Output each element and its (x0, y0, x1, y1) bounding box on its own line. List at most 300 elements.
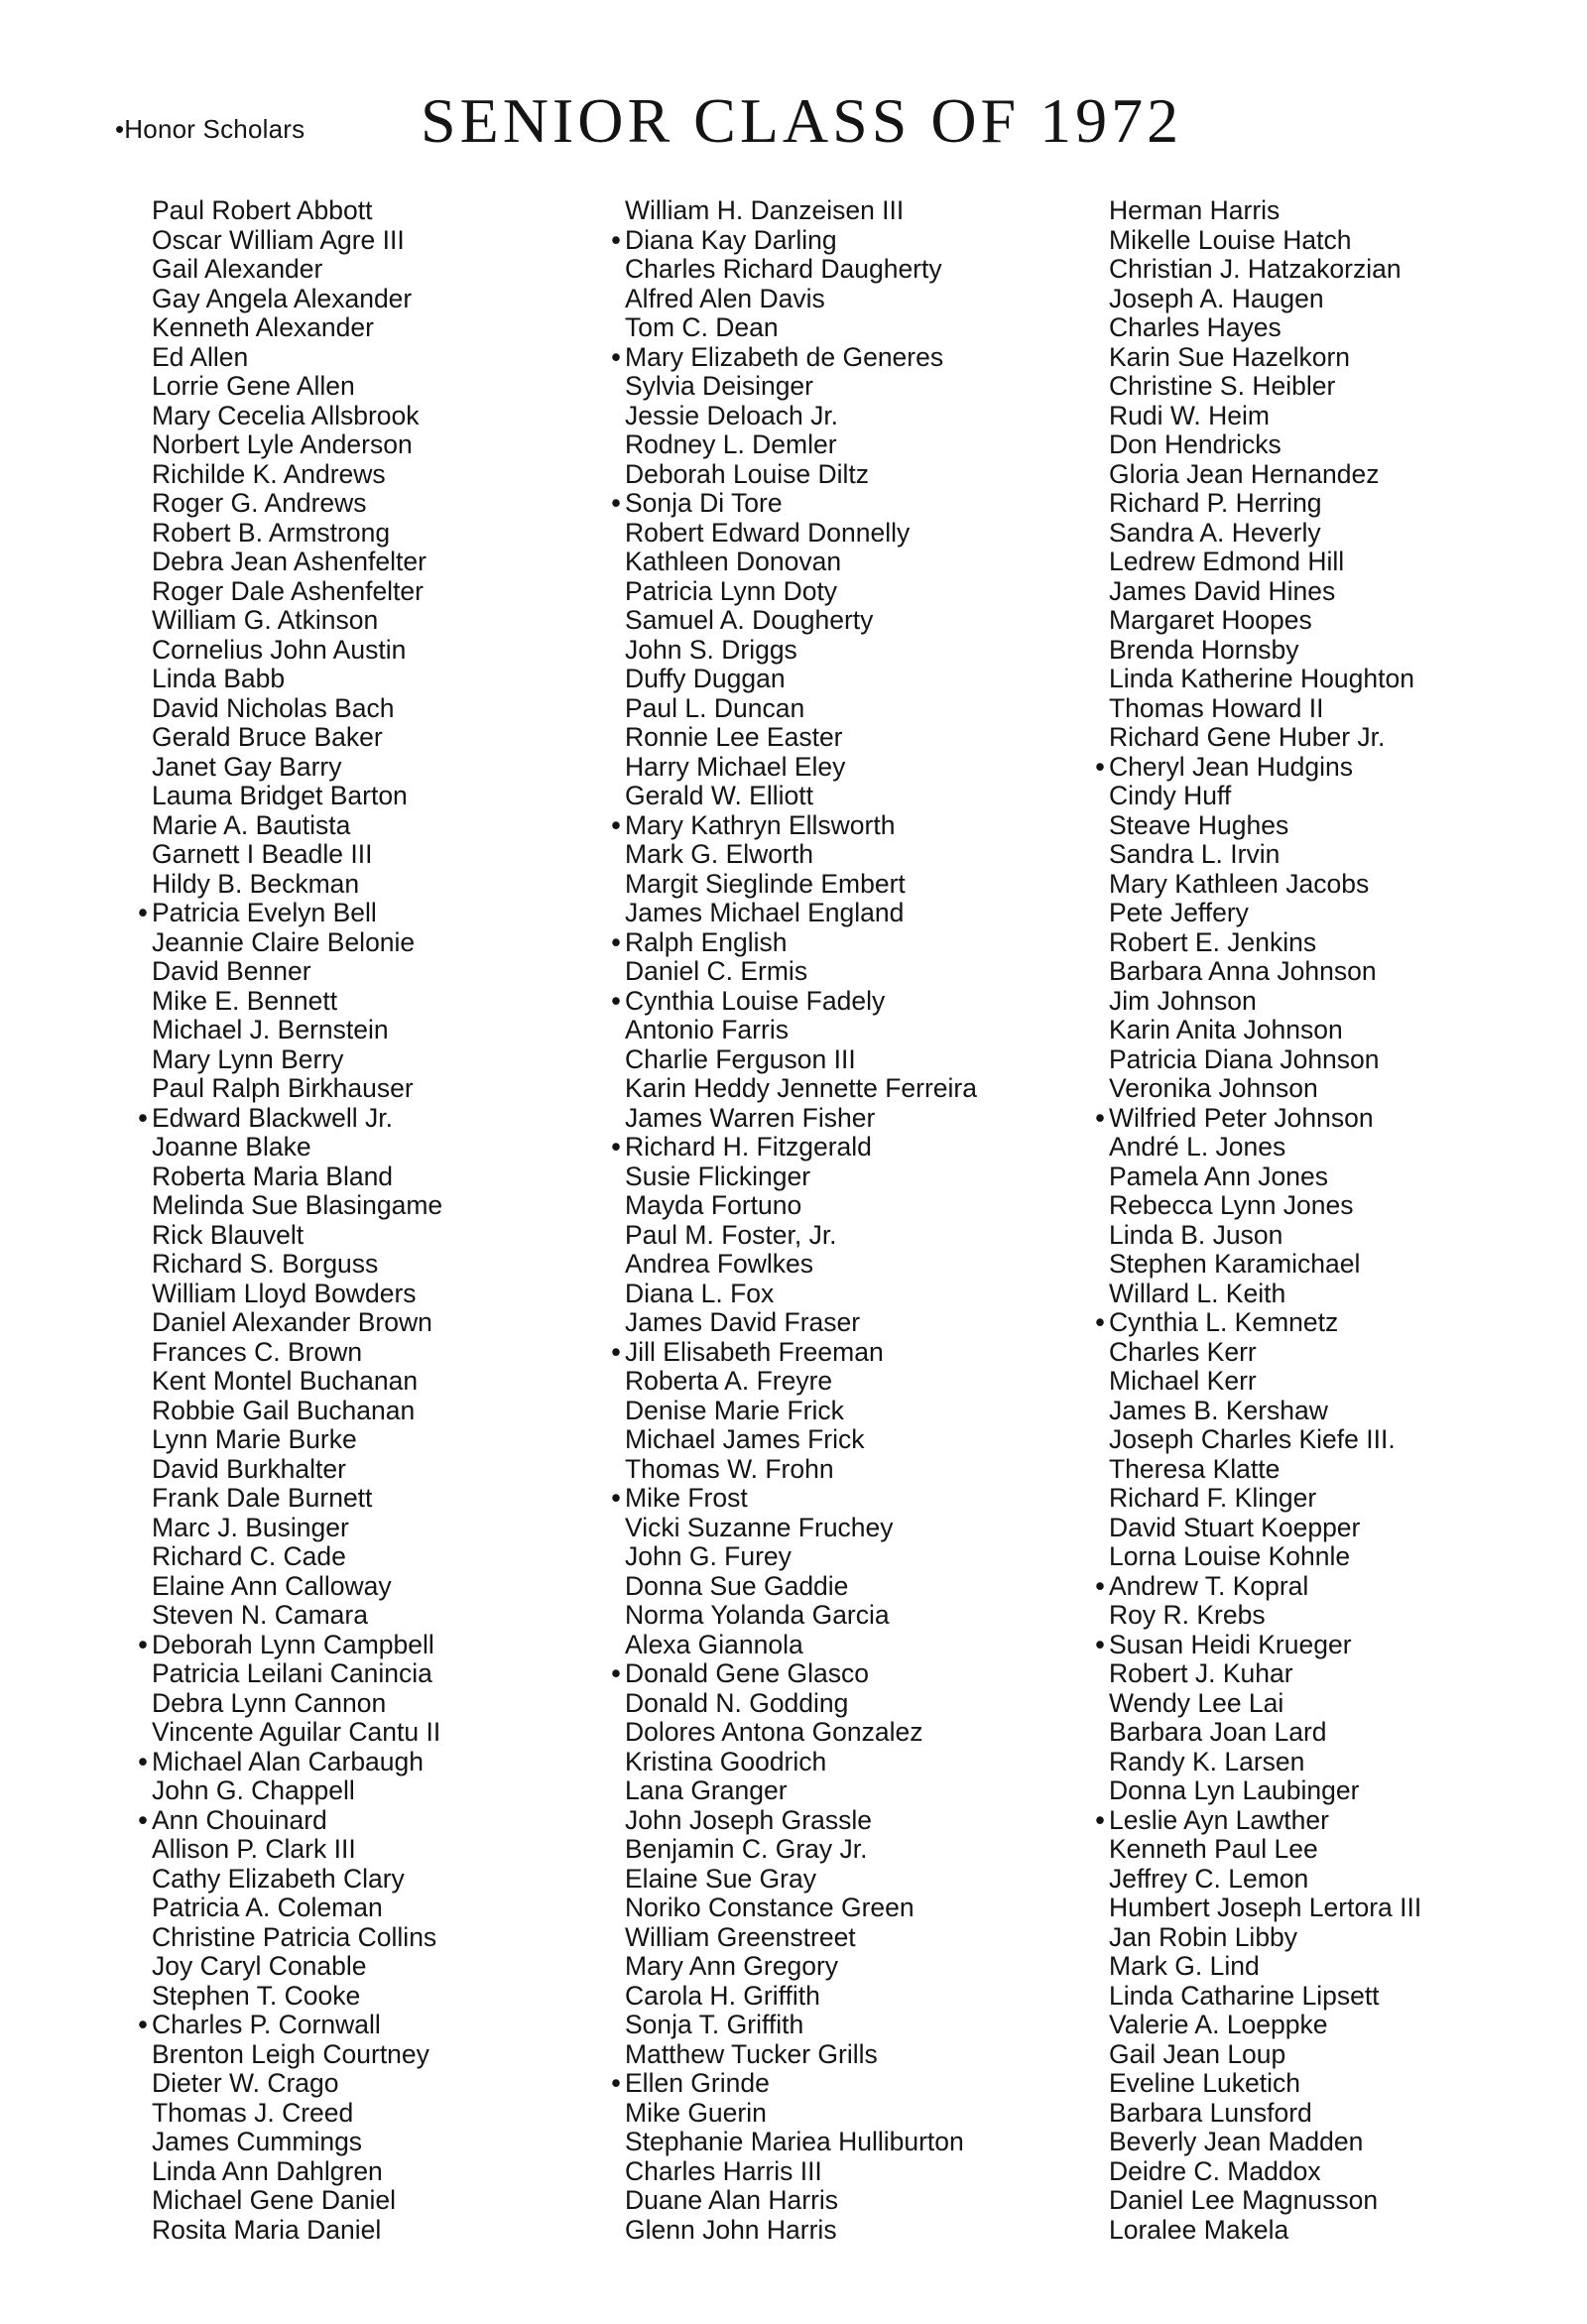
senior-name (1109, 1514, 1421, 1543)
senior-name-text: Gay Angela Alexander (152, 283, 413, 313)
senior-name (1109, 548, 1421, 577)
senior-name (1109, 1748, 1421, 1777)
senior-name-text: Veronika Johnson (1109, 1073, 1318, 1103)
senior-name (1109, 2040, 1421, 2070)
senior-name (152, 2128, 442, 2157)
senior-name (1109, 343, 1421, 373)
senior-name (625, 1718, 977, 1748)
senior-name-text: Margit Sieglinde Embert (625, 868, 906, 899)
senior-name (152, 928, 442, 958)
senior-name-text: Cynthia Louise Fadely (625, 985, 886, 1016)
senior-name (152, 402, 442, 431)
senior-name-text: Stephanie Mariea Hulliburton (625, 2127, 964, 2156)
senior-name-text: Joanne Blake (152, 1132, 311, 1162)
senior-name-text: Mark G. Lind (1109, 1951, 1260, 1981)
honor-scholar-marker: • (611, 809, 621, 840)
senior-name (152, 430, 442, 460)
senior-name (625, 1542, 977, 1572)
senior-name (625, 1397, 977, 1426)
senior-name (1109, 1280, 1421, 1309)
senior-name-text: Donna Sue Gaddie (625, 1570, 849, 1601)
senior-name (1109, 723, 1421, 753)
senior-name-text: Patricia Diana Johnson (1109, 1043, 1380, 1074)
senior-name-text: Frank Dale Burnett (152, 1483, 373, 1513)
senior-name (1109, 1542, 1421, 1572)
senior-name (152, 1338, 442, 1368)
senior-name-text: Herman Harris (1109, 195, 1281, 225)
senior-name-text: Robert Edward Donnelly (625, 517, 911, 548)
senior-name (1109, 1425, 1421, 1455)
senior-name (152, 1982, 442, 2012)
senior-name (625, 1689, 977, 1719)
senior-name-text: Christine S. Heibler (1109, 371, 1336, 401)
senior-name (625, 1894, 977, 1923)
senior-name (611, 341, 977, 373)
senior-name (625, 636, 977, 666)
senior-name-text: Cornelius John Austin (152, 634, 407, 665)
senior-name-text: Mikelle Louise Hatch (1109, 224, 1352, 255)
honor-scholar-marker: • (138, 1102, 148, 1133)
senior-name-text: Rodney L. Demler (625, 429, 837, 459)
senior-name-text: Mary Kathleen Jacobs (1109, 868, 1370, 899)
senior-name (1109, 811, 1421, 841)
senior-name-text: William Greenstreet (625, 1921, 856, 1952)
senior-name (625, 870, 977, 900)
senior-name-text: Robert J. Kuhar (1109, 1658, 1293, 1688)
senior-name (625, 2186, 977, 2216)
senior-name (152, 723, 442, 753)
senior-name-text: Barbara Joan Lard (1109, 1717, 1327, 1747)
senior-name (1109, 1835, 1421, 1865)
senior-name (625, 899, 977, 928)
senior-name-text: Jim Johnson (1109, 985, 1257, 1016)
senior-name (152, 1367, 442, 1397)
senior-name (152, 1572, 442, 1602)
senior-name-text: Jessie Deloach Jr. (625, 400, 839, 430)
senior-name (138, 2010, 442, 2040)
senior-name-text: Charles Hayes (1109, 312, 1282, 342)
honor-scholar-marker: • (1095, 1102, 1105, 1133)
senior-name (152, 1484, 442, 1514)
senior-name (625, 665, 977, 694)
senior-name (1095, 1102, 1421, 1134)
senior-name (625, 1601, 977, 1631)
senior-name (152, 343, 442, 373)
senior-name-text: James Michael England (625, 898, 905, 927)
senior-name-text: Kenneth Paul Lee (1109, 1834, 1318, 1864)
senior-name-text: Mary Elizabeth de Generes (625, 341, 944, 372)
senior-name-text: Duane Alan Harris (625, 2185, 839, 2215)
honor-scholar-marker: • (1095, 751, 1105, 782)
senior-name-text: Harry Michael Eley (625, 751, 846, 782)
senior-name (1109, 1865, 1421, 1895)
senior-name-text: Sonja T. Griffith (625, 2010, 804, 2039)
senior-name-text: Michael Alan Carbaugh (152, 1746, 425, 1776)
senior-name (1109, 313, 1421, 343)
senior-name (625, 957, 977, 987)
senior-name-text: Richard Gene Huber Jr. (1109, 722, 1386, 752)
senior-name-text: Cathy Elizabeth Clary (152, 1863, 405, 1894)
senior-name (1095, 1307, 1421, 1338)
senior-name (152, 1659, 442, 1689)
senior-name-text: Charles Kerr (1109, 1336, 1257, 1367)
senior-name-text: Thomas J. Creed (152, 2097, 354, 2128)
senior-name-text: Ralph English (625, 926, 788, 957)
senior-name (152, 987, 442, 1017)
senior-name (1109, 2128, 1421, 2157)
name-column-3 (1095, 195, 1422, 2245)
senior-name (152, 2069, 442, 2099)
senior-name-text: Kenneth Alexander (152, 312, 374, 342)
senior-name-text: Paul M. Foster, Jr. (625, 1219, 837, 1250)
senior-name-text: Humbert Joseph Lertora III (1109, 1893, 1422, 1922)
senior-name (1109, 1718, 1421, 1748)
senior-name-text: Leslie Ayn Lawther (1109, 1804, 1329, 1835)
senior-name (611, 985, 977, 1017)
senior-name (625, 2128, 977, 2157)
senior-name-text: Willard L. Keith (1109, 1278, 1286, 1308)
senior-name (625, 2099, 977, 2129)
senior-name-text: Paul Robert Abbott (152, 195, 373, 225)
senior-name-text: Michael James Frick (625, 1424, 865, 1454)
senior-name (625, 782, 977, 811)
senior-name (1109, 1484, 1421, 1514)
senior-name (625, 577, 977, 607)
senior-name (1109, 636, 1421, 666)
senior-name (152, 665, 442, 694)
senior-name (1109, 1601, 1421, 1631)
senior-name (625, 1572, 977, 1602)
senior-name-text: Eveline Luketich (1109, 2068, 1300, 2098)
senior-name (625, 1806, 977, 1836)
senior-name-text: Edward Blackwell Jr. (152, 1102, 394, 1133)
senior-name (1109, 1776, 1421, 1806)
senior-name (625, 1045, 977, 1075)
senior-name-text: Mary Kathryn Ellsworth (625, 809, 896, 840)
senior-name (625, 606, 977, 636)
senior-name (1109, 899, 1421, 928)
senior-name-text: Mike Guerin (625, 2097, 767, 2128)
senior-name-text: Charles Harris III (625, 2155, 822, 2186)
honor-scholar-marker: • (138, 1746, 148, 1776)
senior-name (611, 1132, 977, 1162)
senior-name-text: Dolores Antona Gonzalez (625, 1717, 923, 1747)
name-column-2 (611, 195, 977, 2245)
senior-name-text: Garnett I Beadle III (152, 839, 373, 869)
senior-name (625, 1367, 977, 1397)
senior-name (625, 1016, 977, 1045)
senior-name-text: Cindy Huff (1109, 781, 1232, 810)
senior-name (1109, 2157, 1421, 2187)
senior-name-text: Glenn John Harris (625, 2214, 837, 2245)
senior-name (152, 1776, 442, 1806)
senior-name-text: John Joseph Grassle (625, 1804, 872, 1835)
senior-name-text: Cheryl Jean Hudgins (1109, 751, 1353, 782)
senior-name-text: Susie Flickinger (625, 1161, 811, 1191)
senior-name-text: Robbie Gail Buchanan (152, 1395, 416, 1425)
senior-name (1109, 1338, 1421, 1368)
honor-scholar-marker: • (1095, 1307, 1105, 1337)
senior-name (1109, 1162, 1421, 1192)
senior-name (152, 226, 442, 256)
senior-name-text: Noriko Constance Green (625, 1893, 915, 1922)
senior-name-text: Andrew T. Kopral (1109, 1570, 1309, 1601)
senior-name-text: Linda Ann Dahlgren (152, 2155, 383, 2186)
senior-name (625, 2216, 977, 2246)
senior-name-text: James Cummings (152, 2127, 363, 2156)
senior-name-text: Elaine Sue Gray (625, 1863, 816, 1894)
senior-name-text: Matthew Tucker Grills (625, 2038, 878, 2069)
senior-name (138, 1102, 442, 1134)
senior-name (1109, 1221, 1421, 1251)
senior-name (1109, 1191, 1421, 1221)
honor-scholar-marker: • (611, 1132, 621, 1162)
senior-name-text: Deidre C. Maddox (1109, 2155, 1321, 2186)
senior-name-text: William Lloyd Bowders (152, 1278, 417, 1308)
senior-name-text: Charlie Ferguson III (625, 1043, 856, 1074)
senior-name-text: Beverly Jean Madden (1109, 2127, 1364, 2156)
senior-name-text: Patricia Leilani Canincia (152, 1658, 432, 1688)
senior-name-text: Lorrie Gene Allen (152, 371, 355, 401)
senior-name-text: Christine Patricia Collins (152, 1921, 437, 1952)
senior-name-text: William H. Danzeisen III (625, 195, 905, 225)
senior-name (1109, 1455, 1421, 1485)
senior-name-text: Gerald Bruce Baker (152, 722, 383, 752)
senior-name (152, 1865, 442, 1895)
senior-name (152, 782, 442, 811)
senior-name (138, 1804, 442, 1836)
honor-scholar-marker: • (138, 1629, 148, 1659)
senior-name (152, 1542, 442, 1572)
senior-name (625, 2011, 977, 2040)
senior-name-text: Lorna Louise Kohnle (1109, 1541, 1351, 1571)
senior-name-text: Richilde K. Andrews (152, 458, 386, 489)
senior-name (611, 926, 977, 958)
senior-name-text: Patricia Lynn Doty (625, 575, 838, 606)
honor-scholar-marker: • (611, 1336, 621, 1367)
senior-name (152, 1133, 442, 1162)
honor-scholar-marker: • (611, 224, 621, 255)
senior-name-text: Richard P. Herring (1109, 488, 1322, 518)
senior-name-text: Diana L. Fox (625, 1278, 775, 1308)
senior-name-text: Mary Cecelia Allsbrook (152, 400, 420, 430)
senior-name (625, 694, 977, 724)
senior-name (152, 1308, 442, 1338)
senior-name (152, 1074, 442, 1104)
senior-name-text: Hildy B. Beckman (152, 868, 360, 899)
senior-name-text: Mary Ann Gregory (625, 1951, 839, 1981)
senior-name (152, 548, 442, 577)
senior-name (1109, 1982, 1421, 2012)
senior-name (1109, 1367, 1421, 1397)
senior-name (1109, 957, 1421, 987)
senior-name (152, 489, 442, 519)
senior-name-text: Roberta Maria Bland (152, 1161, 394, 1191)
senior-name (152, 460, 442, 490)
senior-name-text: Wendy Lee Lai (1109, 1687, 1284, 1718)
senior-name-text: Brenda Hornsby (1109, 634, 1299, 665)
senior-name (625, 1982, 977, 2012)
senior-name-text: Steven N. Camara (152, 1600, 368, 1630)
senior-name-text: Susan Heidi Krueger (1109, 1629, 1352, 1659)
senior-name-text: Pamela Ann Jones (1109, 1161, 1328, 1191)
senior-name (1109, 577, 1421, 607)
senior-name-text: Daniel C. Ermis (625, 956, 808, 986)
senior-name (625, 2157, 977, 2187)
senior-name-text: Michael Kerr (1109, 1366, 1257, 1396)
senior-name (152, 1221, 442, 1251)
senior-name-text: Linda Katherine Houghton (1109, 664, 1414, 693)
honor-scholar-marker: • (1095, 1804, 1105, 1835)
senior-name (152, 1162, 442, 1192)
senior-name (1109, 285, 1421, 314)
senior-name (152, 255, 442, 285)
senior-name-text: Sonja Di Tore (625, 488, 783, 518)
senior-name-text: Rosita Maria Daniel (152, 2214, 382, 2245)
senior-name-text: Richard F. Klinger (1109, 1483, 1317, 1513)
senior-name (152, 1250, 442, 1280)
senior-name-text: Loralee Makela (1109, 2214, 1289, 2245)
senior-name (152, 1835, 442, 1865)
senior-name (138, 898, 442, 928)
senior-name (625, 460, 977, 490)
senior-name (625, 1308, 977, 1338)
senior-name (611, 1658, 977, 1689)
senior-name-text: Vincente Aguilar Cantu II (152, 1717, 441, 1747)
senior-name-text: Lynn Marie Burke (152, 1424, 357, 1454)
senior-name-text: Kathleen Donovan (625, 547, 842, 576)
senior-name-text: Benjamin C. Gray Jr. (625, 1834, 868, 1864)
senior-name (625, 372, 977, 402)
senior-name (1109, 1045, 1421, 1075)
senior-name-text: Sandra A. Heverly (1109, 517, 1321, 548)
senior-name-text: Diana Kay Darling (625, 224, 837, 255)
senior-name (1109, 489, 1421, 519)
senior-name-text: Steave Hughes (1109, 809, 1289, 840)
senior-name (152, 313, 442, 343)
honor-scholar-marker: • (138, 2010, 148, 2039)
senior-name (625, 1835, 977, 1865)
senior-name (152, 1923, 442, 1953)
senior-name-text: Ed Allen (152, 341, 249, 372)
senior-name-text: Karin Sue Hazelkorn (1109, 341, 1351, 372)
senior-name-text: Duffy Duggan (625, 664, 786, 693)
honor-scholar-marker: • (611, 2068, 621, 2098)
honor-scholar-marker: • (1095, 1629, 1105, 1659)
senior-name (1109, 2216, 1421, 2246)
senior-name (152, 372, 442, 402)
senior-name-text: Linda Catharine Lipsett (1109, 1980, 1380, 2011)
senior-name-text: Jeffrey C. Lemon (1109, 1863, 1309, 1894)
senior-name (625, 1952, 977, 1982)
senior-name (1109, 606, 1421, 636)
honor-scholar-marker: • (611, 341, 621, 372)
senior-name-text: Mike Frost (625, 1483, 748, 1513)
senior-name (1109, 372, 1421, 402)
senior-name (625, 1865, 977, 1895)
senior-name (152, 1397, 442, 1426)
senior-name-text: Debra Lynn Cannon (152, 1687, 387, 1718)
senior-name-text: Valerie A. Loeppke (1109, 2010, 1328, 2039)
senior-name-text: Lauma Bridget Barton (152, 781, 408, 810)
senior-name-text: Rudi W. Heim (1109, 400, 1270, 430)
senior-name (152, 1689, 442, 1719)
senior-name (152, 1718, 442, 1748)
senior-name-text: Patricia Evelyn Bell (152, 898, 377, 927)
senior-name (1109, 928, 1421, 958)
senior-name-text: Michael Gene Daniel (152, 2185, 396, 2215)
senior-name-text: Linda B. Juson (1109, 1219, 1283, 1250)
senior-name (152, 1455, 442, 1485)
senior-name (625, 1748, 977, 1777)
senior-name-text: Mark G. Elworth (625, 839, 813, 869)
senior-name (1109, 402, 1421, 431)
senior-name-text: Margaret Hoopes (1109, 605, 1312, 635)
senior-name-text: Donna Lyn Laubinger (1109, 1775, 1360, 1805)
honor-scholar-marker: • (138, 1804, 148, 1835)
senior-name-text: Sylvia Deisinger (625, 371, 813, 401)
senior-name-text: James B. Kershaw (1109, 1395, 1328, 1425)
senior-name-text: Deborah Louise Diltz (625, 458, 869, 489)
senior-name-text: Richard H. Fitzgerald (625, 1132, 872, 1162)
senior-name (152, 1280, 442, 1309)
senior-name (625, 1514, 977, 1543)
senior-name-text: Frances C. Brown (152, 1336, 363, 1367)
senior-name-text: Daniel Lee Magnusson (1109, 2185, 1379, 2215)
senior-name (152, 1601, 442, 1631)
honor-scholar-marker: • (1095, 1570, 1105, 1601)
senior-name (1109, 1894, 1421, 1923)
honor-scholar-marker: • (611, 985, 621, 1016)
senior-name-text: Tom C. Dean (625, 312, 779, 342)
senior-name (625, 255, 977, 285)
senior-name (1109, 1074, 1421, 1104)
senior-name (152, 519, 442, 549)
senior-name (152, 1952, 442, 1982)
senior-name-text: David Burkhalter (152, 1453, 346, 1484)
senior-name-text: Don Hendricks (1109, 429, 1282, 459)
senior-name (625, 402, 977, 431)
senior-name (1109, 519, 1421, 549)
senior-name (625, 1162, 977, 1192)
senior-name (152, 606, 442, 636)
senior-name-text: Gail Alexander (152, 254, 323, 284)
senior-name (1109, 196, 1421, 226)
senior-name-text: David Stuart Koepper (1109, 1512, 1361, 1542)
senior-name-text: Richard C. Cade (152, 1541, 346, 1571)
senior-name-text: Rick Blauvelt (152, 1219, 305, 1250)
name-column-1 (138, 195, 443, 2245)
senior-name (1095, 1570, 1421, 1602)
senior-name-text: Mayda Fortuno (625, 1190, 802, 1220)
senior-name (625, 1455, 977, 1485)
senior-name-text: Paul L. Duncan (625, 692, 805, 723)
senior-name (1109, 460, 1421, 490)
senior-name-text: Kent Montel Buchanan (152, 1366, 419, 1396)
senior-name-text: Roger G. Andrews (152, 488, 367, 518)
senior-name-text: Gloria Jean Hernandez (1109, 458, 1380, 489)
senior-name-text: Barbara Lunsford (1109, 2097, 1312, 2128)
senior-name (152, 2216, 442, 2246)
senior-name (152, 870, 442, 900)
honor-scholar-marker: • (611, 926, 621, 957)
senior-name (1109, 782, 1421, 811)
senior-name (611, 1483, 977, 1514)
senior-name (152, 2040, 442, 2070)
senior-name (611, 2068, 977, 2099)
honor-scholar-marker: • (138, 898, 148, 927)
senior-name-text: Cynthia L. Kemnetz (1109, 1307, 1339, 1337)
